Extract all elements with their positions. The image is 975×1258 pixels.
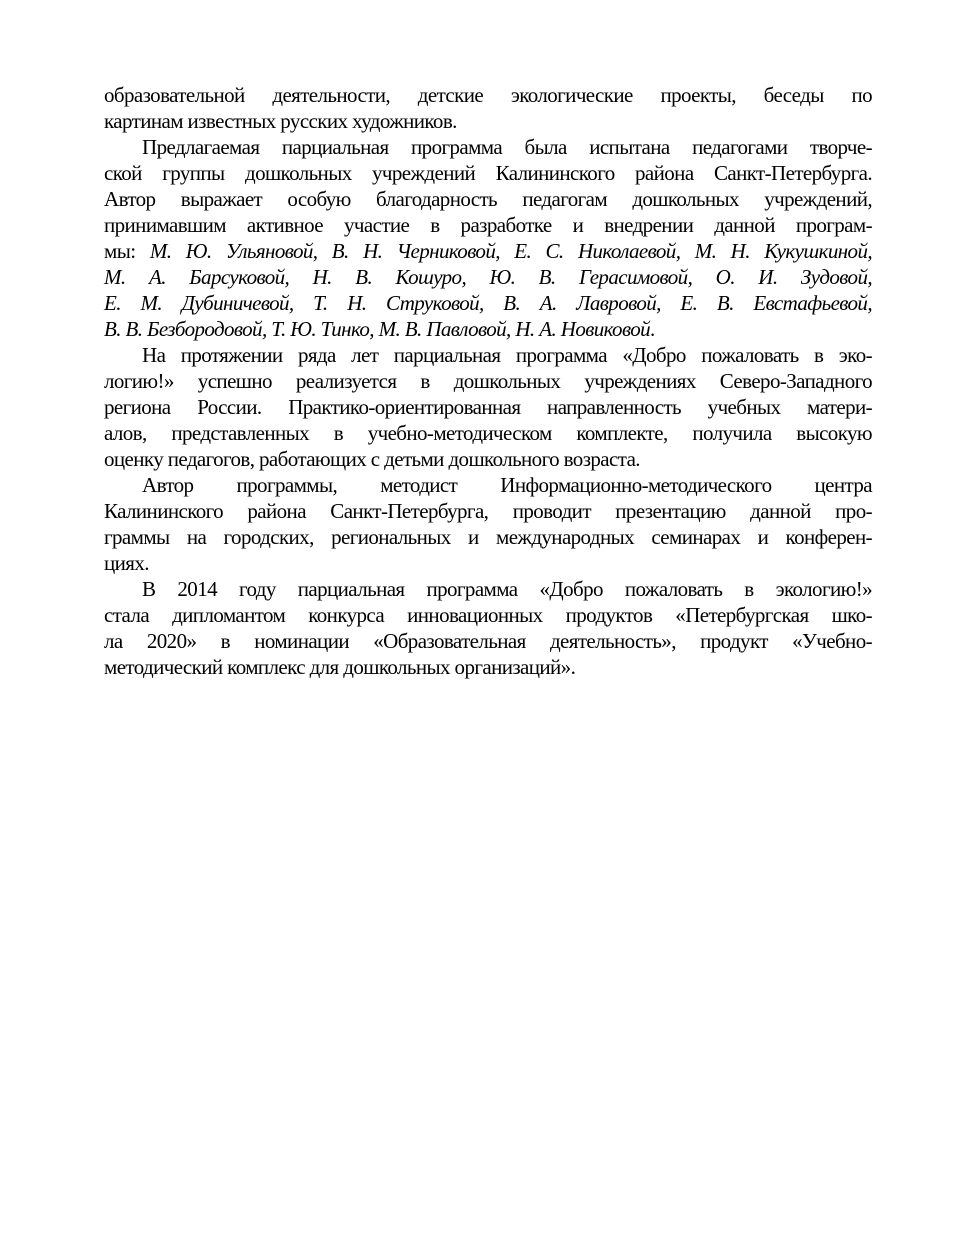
body-text: мы: bbox=[104, 239, 150, 263]
body-text: В 2014 году парциальная программа «Добро пожаловать в экологию!» bbox=[142, 577, 872, 601]
body-text: оценку педагогов, работающих с детьми дошкольного возраста. bbox=[104, 447, 640, 471]
body-text: Автор выражает особую благодарность педагогам дошкольных учреждений, bbox=[104, 187, 872, 211]
body-text: циях. bbox=[104, 551, 149, 575]
body-text: региона России. Практико-ориентированная направленность учебных матери- bbox=[104, 395, 872, 419]
author-names-text: М. Ю. Ульяновой, В. Н. Черниковой, Е. С. Николаевой, М. Н. Кукушкиной, bbox=[149, 239, 872, 263]
text-line bbox=[104, 628, 872, 654]
body-text: ской группы дошкольных учреждений Калининского района Санкт-Петербурга. bbox=[104, 161, 872, 185]
body-text: алов, представленных в учебно-методическом комплекте, получила высокую bbox=[104, 421, 872, 445]
text-line bbox=[104, 108, 872, 134]
text-line bbox=[104, 290, 872, 316]
body-text: На протяжении ряда лет парциальная программа «Добро пожаловать в эко- bbox=[142, 343, 872, 367]
text-line bbox=[104, 446, 872, 472]
body-text: картинам известных русских художников. bbox=[104, 109, 457, 133]
paragraph bbox=[104, 342, 872, 472]
author-names-text: М. А. Барсуковой, Н. В. Кошуро, Ю. В. Герасимовой, О. И. Зудовой, bbox=[104, 265, 872, 289]
body-text: Калининского района Санкт-Петербурга, проводит презентацию данной про- bbox=[104, 499, 872, 523]
text-line bbox=[104, 316, 872, 342]
text-line bbox=[104, 186, 872, 212]
body-text: . bbox=[650, 317, 655, 341]
text-line bbox=[104, 134, 872, 160]
body-text: Предлагаемая парциальная программа была испытана педагогами творче- bbox=[142, 135, 872, 159]
body-text: ла 2020» в номинации «Образовательная деятельность», продукт «Учебно- bbox=[104, 629, 872, 653]
text-line bbox=[104, 602, 872, 628]
paragraph bbox=[104, 472, 872, 576]
text-line bbox=[104, 212, 872, 238]
text-line bbox=[104, 368, 872, 394]
text-line bbox=[104, 342, 872, 368]
body-text: логию!» успешно реализуется в дошкольных учреждениях Северо-Западного bbox=[104, 369, 872, 393]
body-text: стала дипломантом конкурса инновационных продуктов «Петербургская шко- bbox=[104, 603, 872, 627]
text-line bbox=[104, 394, 872, 420]
body-text: образовательной деятельности, детские экологические проекты, беседы по bbox=[104, 83, 872, 107]
text-line bbox=[104, 524, 872, 550]
paragraph bbox=[104, 576, 872, 680]
author-names-text: В. В. Безбородовой, Т. Ю. Тинко, М. В. Павловой, Н. А. Новиковой bbox=[104, 317, 650, 341]
text-line bbox=[104, 654, 872, 680]
paragraph bbox=[104, 82, 872, 134]
document-page bbox=[104, 82, 872, 680]
body-text: Автор программы, методист Информационно-методического центра bbox=[142, 473, 872, 497]
text-line bbox=[104, 160, 872, 186]
text-line bbox=[104, 264, 872, 290]
body-text: граммы на городских, региональных и международных семинарах и конферен- bbox=[104, 525, 872, 549]
text-line bbox=[104, 576, 872, 602]
text-line bbox=[104, 498, 872, 524]
body-text: принимавшим активное участие в разработке и внедрении данной програм- bbox=[104, 213, 872, 237]
text-line bbox=[104, 238, 872, 264]
paragraph bbox=[104, 134, 872, 342]
author-names-text: Е. М. Дубиничевой, Т. Н. Струковой, В. А. Лавровой, Е. В. Евстафьевой, bbox=[104, 291, 872, 315]
text-line bbox=[104, 82, 872, 108]
text-line bbox=[104, 420, 872, 446]
text-line bbox=[104, 550, 872, 576]
body-text: методический комплекс для дошкольных организаций». bbox=[104, 655, 576, 679]
text-line bbox=[104, 472, 872, 498]
